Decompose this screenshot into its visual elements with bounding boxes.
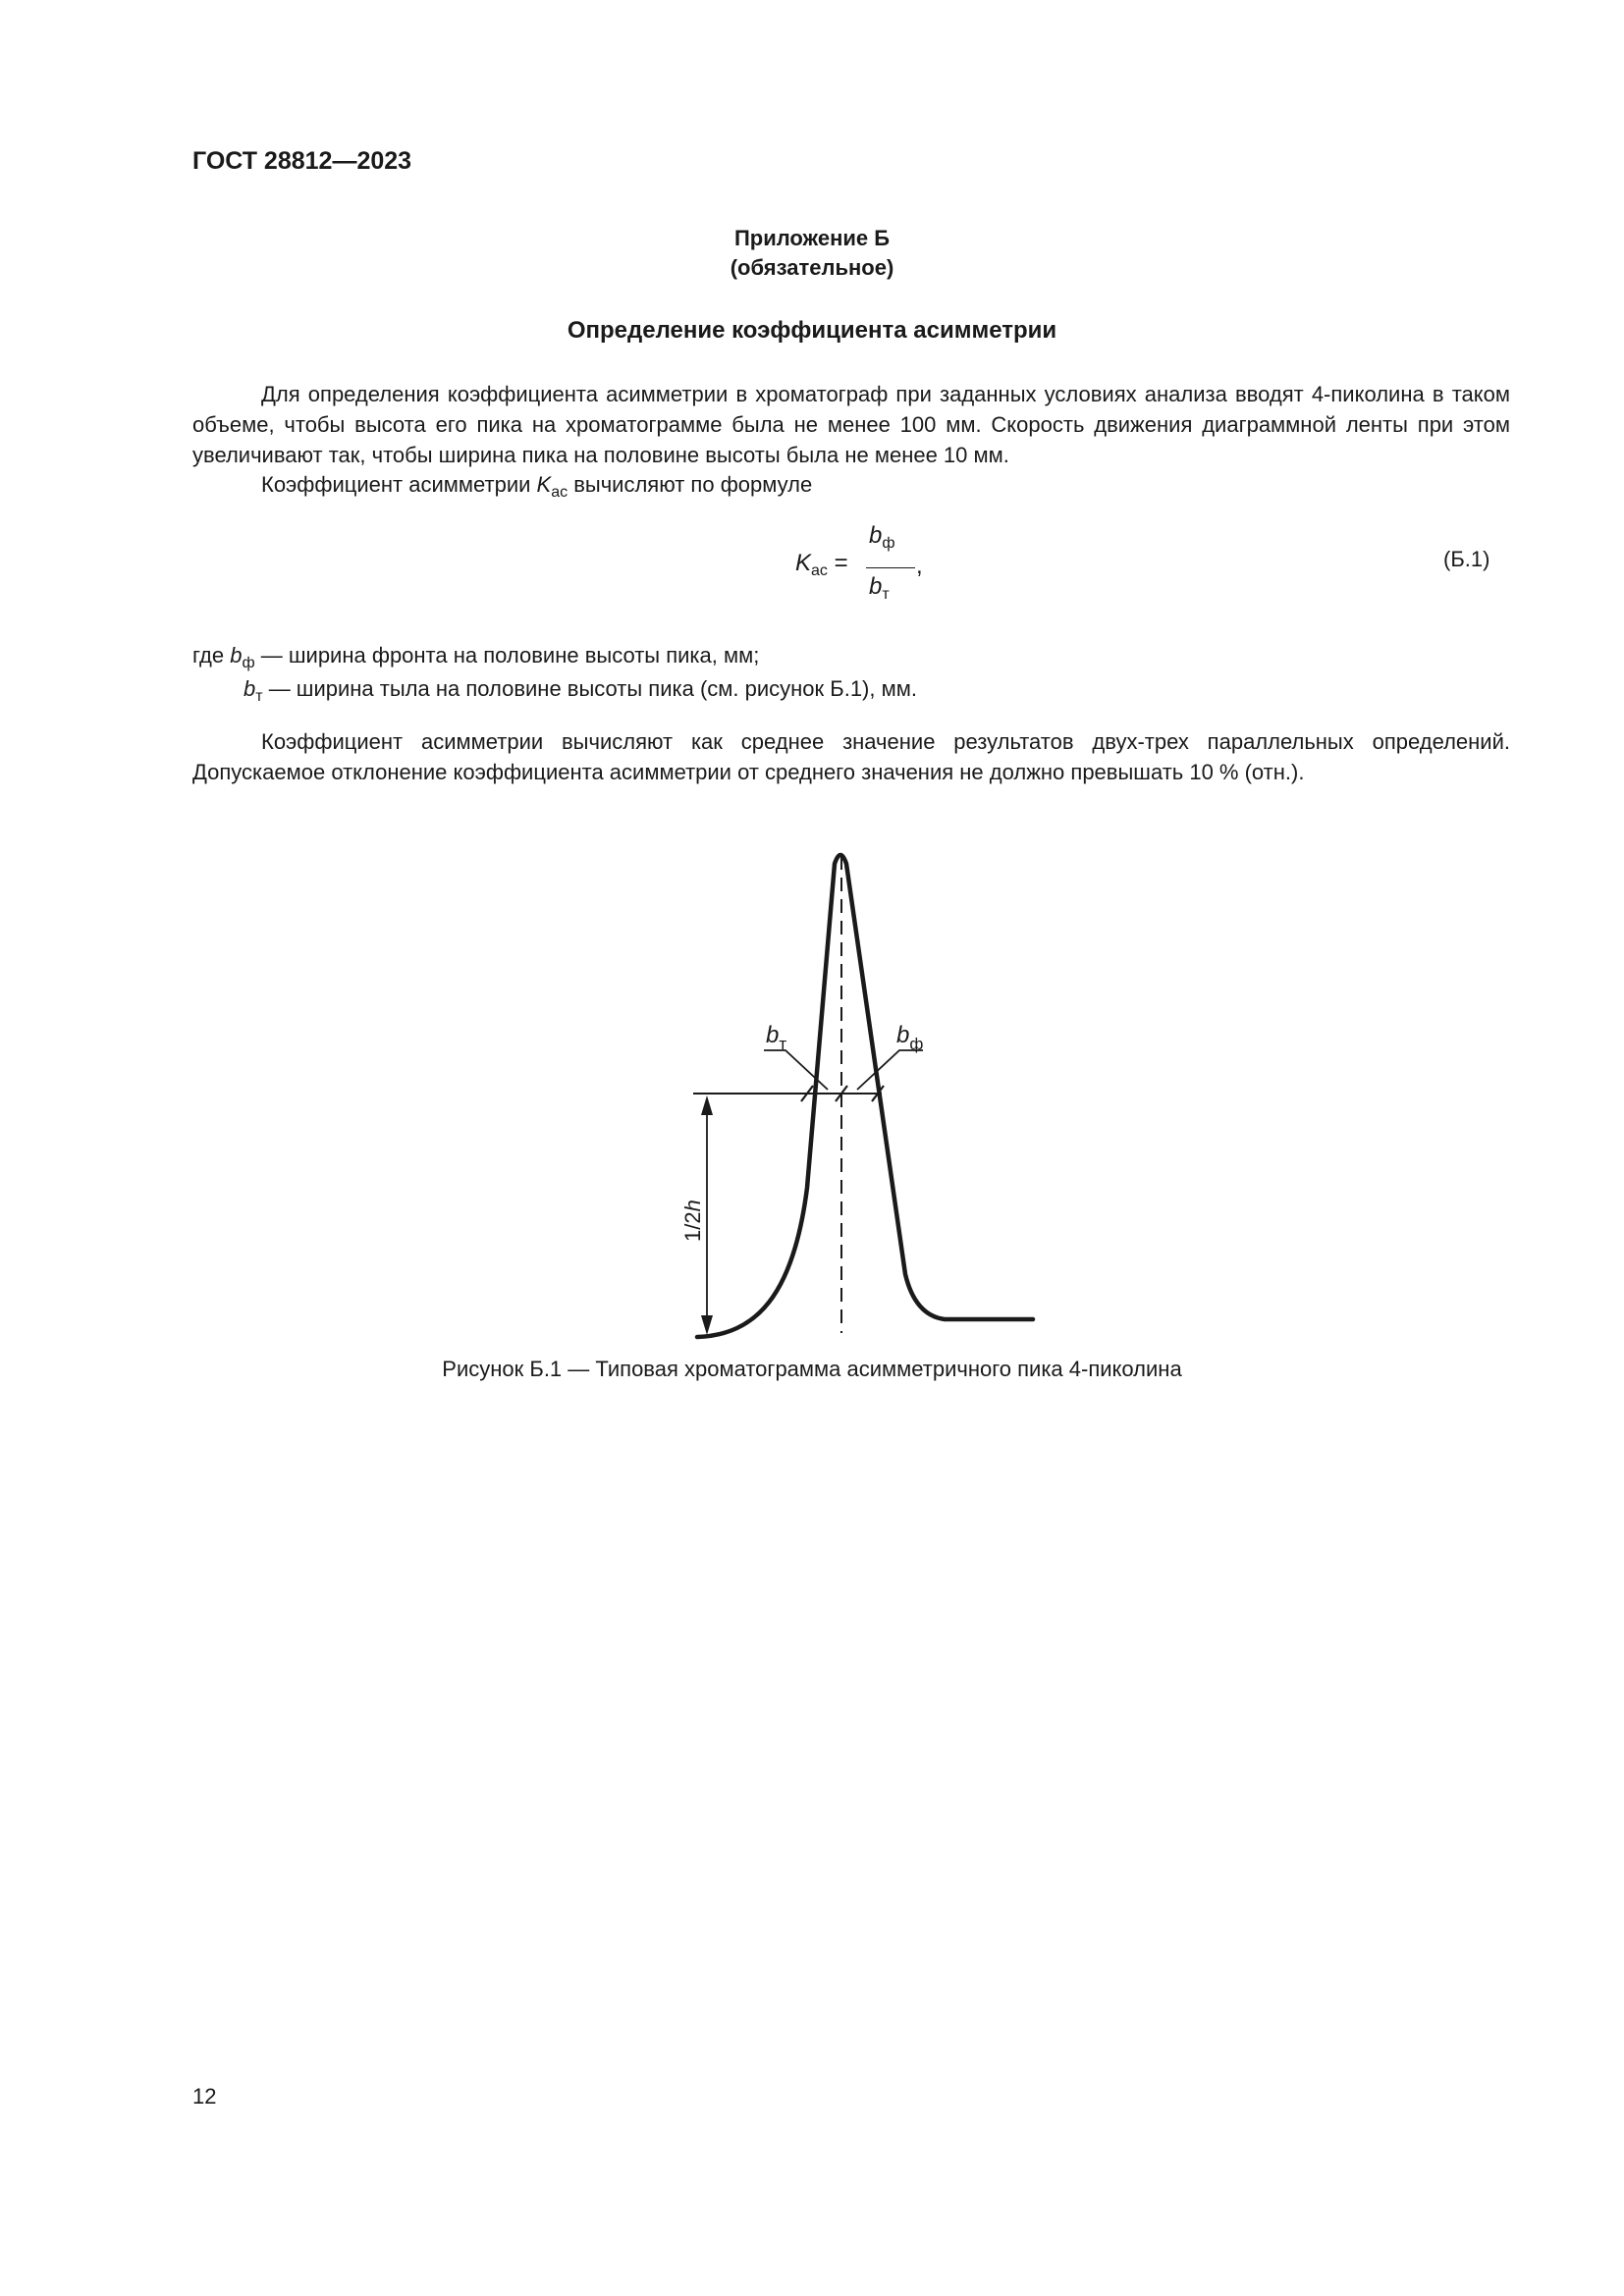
formula-num-symbol: b [869, 522, 883, 549]
peak-curve [697, 855, 1033, 1337]
formula-num-sub: ф [882, 535, 895, 552]
where-item1-text: — ширина фронта на половине высоты пика, мм; [254, 643, 760, 667]
formula-den-symbol: b [869, 573, 883, 600]
where-item2-sub: т [255, 688, 263, 705]
arrow-down [701, 1315, 713, 1335]
intro-text-after: вычисляют по формуле [568, 472, 813, 497]
page-number: 12 [192, 2084, 217, 2109]
where-item2-text: — ширина тыла на половине высоты пика (см. рисунок Б.1), мм. [262, 676, 917, 701]
formula-equals: = [827, 550, 848, 576]
label-half-height: 1/2h [680, 1200, 705, 1242]
where-lead: где [192, 643, 231, 667]
formula-lhs-symbol: K [795, 550, 812, 576]
label-bf: $b_ф$ [896, 1022, 924, 1053]
symbol-k-sub: ас [551, 484, 568, 501]
where-item1-sub: ф [242, 655, 255, 671]
figure-caption: Рисунок Б.1 — Типовая хроматограмма асимметричного пика 4-пиколина [442, 1357, 1182, 1381]
formula-number: (Б.1) [1443, 547, 1490, 571]
leader-bf [857, 1050, 923, 1090]
where-item2-symbol: b [244, 676, 256, 701]
where-item1-symbol: b [230, 643, 243, 667]
appendix-title: Приложение Б [733, 226, 891, 250]
symbol-k: K [536, 472, 552, 497]
paragraph-procedure: Для определения коэффициента асимметрии в хроматограф при заданных условиях анализа вводят 4-пиколина в таком объеме, чтобы высота его пика на хроматограмме была не менее 100 мм. Скорость движения диаграммной ленты при этом увеличивают так, чтобы ширина пика на половине высоты была не менее 10 мм. [192, 382, 1510, 467]
formula-den-sub: т [882, 586, 890, 603]
arrow-up [701, 1095, 713, 1115]
intro-text-before: Коэффициент асимметрии [261, 472, 537, 497]
formula-comma: , [916, 553, 923, 579]
document-code: ГОСТ 28812—2023 [192, 147, 412, 175]
paragraph-averaging: Коэффициент асимметрии вычисляют как среднее значение результатов двух-трех параллельных определений. Допускаемое отклонение коэффициента асимметрии от среднего значения не должно превышать 10 % (отн.). [192, 729, 1510, 784]
formula-lhs-sub: ас [811, 562, 828, 579]
section-title: Определение коэффициента асимметрии [567, 317, 1057, 344]
appendix-status: (обязательное) [730, 255, 894, 280]
label-bt: $b_т$ [766, 1022, 787, 1053]
